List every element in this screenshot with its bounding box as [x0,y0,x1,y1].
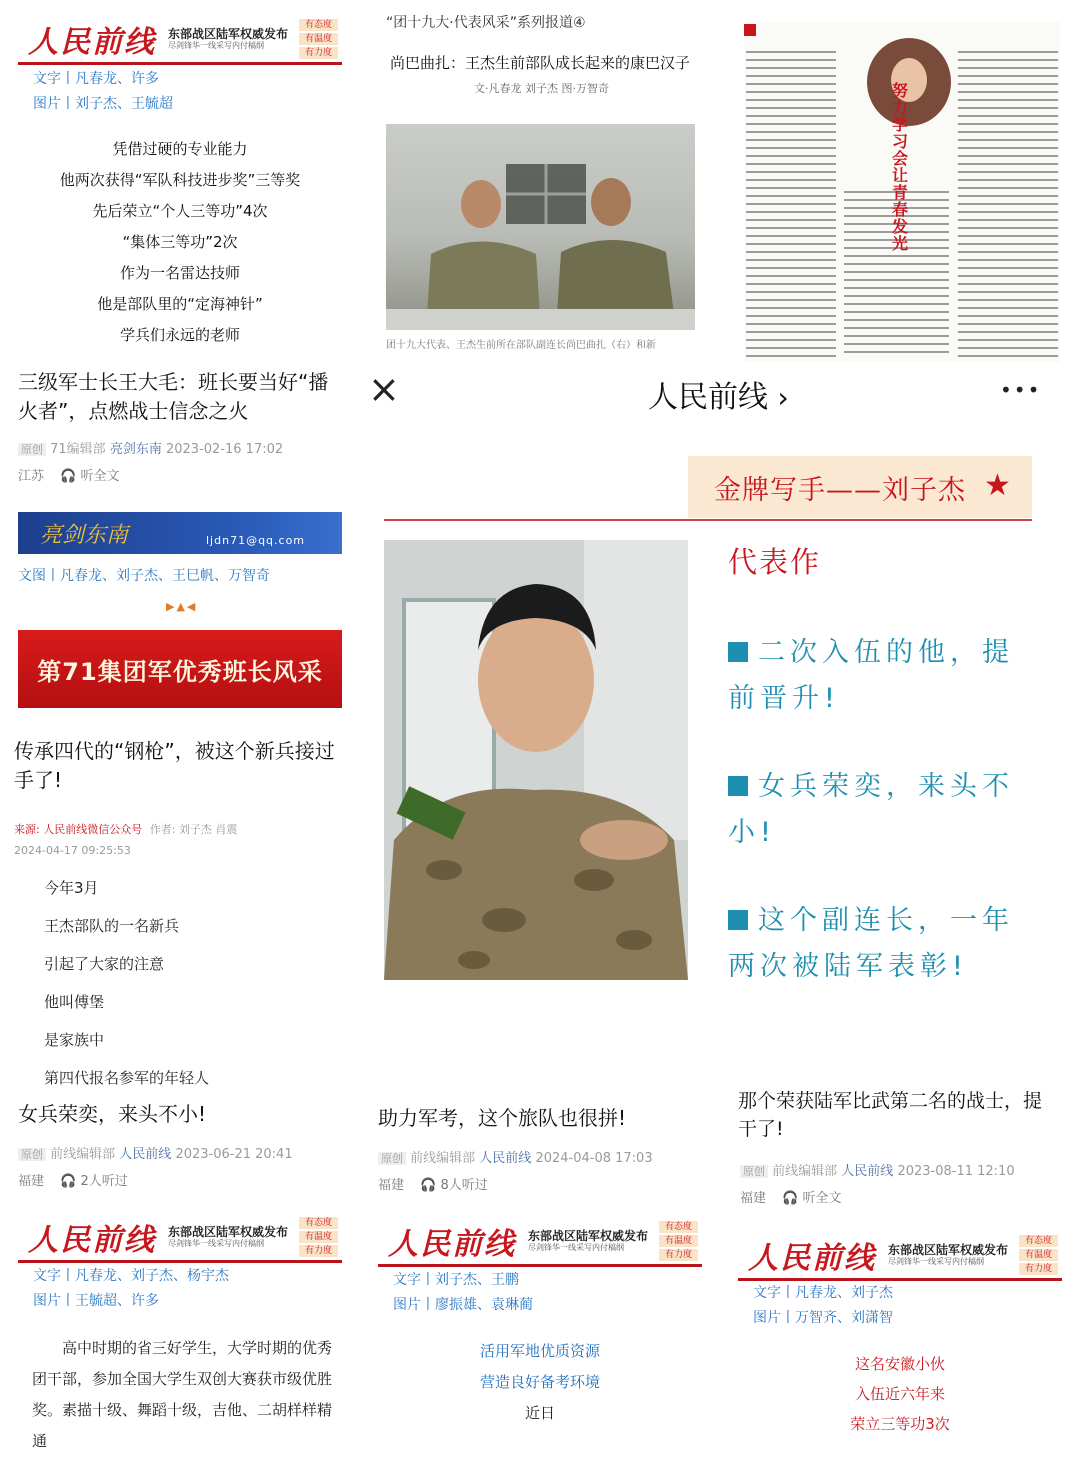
excerpt-line: 是家族中 [44,1031,105,1049]
excerpt-line: 先后荣立“个人三等功”4次 [92,202,268,220]
meta-region: 福建 [740,1191,767,1206]
listen-count[interactable]: 8人听过 [440,1178,488,1193]
banner-tag: 有力度 [659,1249,698,1261]
article-excerpt [378,1336,702,1439]
renmin-qianxian-banner [378,1218,702,1267]
listen-row [740,1187,842,1206]
excerpt-line: 今年3月 [44,879,99,897]
article-body: 高中时期的省三好学生，大学时期的优秀团干部，参加全国大学生双创大赛获市级优胜奖。素描十级、舞蹈十级，吉他、二胡样样精通 [32,1339,333,1450]
banner-tag: 有态度 [299,19,338,31]
article-excerpt [44,869,334,1087]
listen-row [18,1170,128,1189]
credit-photo: 图片丨刘子杰、王毓超 [33,96,173,112]
works-label: 代表作 [728,545,822,579]
soldiers-photo [386,124,695,330]
banner-tag: 有温度 [659,1235,698,1247]
original-badge: 原创 [378,1152,406,1165]
meta-time: 2023-02-16 17:02 [165,442,284,457]
banner-tag: 有力度 [299,1245,338,1257]
headphone-icon: 🎧 [782,1191,799,1206]
series-label: “团十九大·代表风采”系列报道④ [386,15,586,31]
listen-row [378,1174,488,1193]
meta-region: 福建 [18,1174,45,1189]
writer-photo [384,540,688,980]
banner-tag: 有态度 [1019,1235,1058,1247]
original-badge: 原创 [18,443,46,456]
original-badge: 原创 [740,1165,768,1178]
play-icon: ▶▲◀ [166,600,198,613]
newspaper-headline: 努力学习 会让青春发光 [892,81,909,253]
excerpt-line: 近日 [524,1404,555,1422]
credit-text: 文字丨凡春龙、刘子杰、杨宇杰 [33,1268,229,1284]
work-title: 二次入伍的他，提前晋升! [728,637,1014,714]
meta-region: 江苏 [18,469,45,484]
excerpt-line: 这名安徽小伙 [854,1355,945,1373]
publish-date: 2024-04-17 09:25:53 [14,844,131,857]
meta-dept: 前线编辑部 [410,1151,476,1166]
chevron-right-icon: › [777,381,789,414]
source-line [14,821,237,837]
account-link[interactable]: 人民前线 [479,1151,532,1166]
work-title: 这个副连长，一年两次被陆军表彰! [728,905,1014,982]
banner-logo: 人民前线 [28,25,156,60]
article-title[interactable]: 尚巴曲扎：王杰生前部队成长起来的康巴汉子 [390,54,691,72]
article-excerpt [738,1349,1062,1439]
listen-button[interactable]: 听全文 [802,1191,842,1206]
excerpt-line: 第四代报名参军的年轻人 [44,1069,210,1087]
representative-work-2[interactable] [728,764,1038,856]
banner-title: 东部战区陆军权威发布 [528,1229,649,1243]
account-title[interactable] [648,372,789,416]
banner-logo: 人民前线 [28,1223,156,1258]
article-meta [18,1143,293,1162]
article-title[interactable]: 三级军士长王大毛：班长要当好“播火者”，点燃战士信念之火 [18,370,329,423]
meta-dept: 前线编辑部 [50,1147,116,1162]
banner-title: 东部战区陆军权威发布 [888,1243,1009,1257]
article-title[interactable]: 女兵荣奕，来头不小! [18,1102,207,1126]
square-bullet-icon [728,910,748,930]
article-meta [18,438,283,457]
banner-tag: 有温度 [299,33,338,45]
excerpt-line: 荣立三等功3次 [850,1415,950,1433]
banner-tag: 有态度 [299,1217,338,1229]
article-title[interactable]: 那个荣获陆军比武第二名的战士，提干了! [738,1090,1043,1140]
liangjian-logo: 亮剑东南 [40,523,129,548]
listen-count[interactable]: 2人听过 [80,1174,128,1189]
representative-work-3[interactable] [728,898,1038,990]
meta-time: 2023-06-21 20:41 [175,1147,293,1162]
writer-heading: 金牌写手——刘子杰 [714,475,966,506]
excerpt-line: 作为一名雷达技师 [119,264,240,282]
excerpt-line: 入伍近六年来 [854,1385,945,1403]
more-icon[interactable]: ••• [1000,378,1042,402]
account-link[interactable]: 亮剑东南 [109,442,162,457]
excerpt-line: 活用军地优质资源 [479,1342,600,1360]
banner-logo: 人民前线 [748,1241,876,1276]
credit-text: 文字丨凡春龙、刘子杰 [753,1285,893,1301]
credit-text: 文字丨凡春龙、许多 [33,71,159,87]
meta-time: 2024-04-08 17:03 [535,1151,653,1166]
representative-work-1[interactable] [728,630,1038,722]
credit-photo: 图片丨王毓超、许多 [33,1293,159,1309]
red-banner-text: 第71集团军优秀班长风采 [37,657,323,686]
excerpt-line: “集体三等功”2次 [122,233,238,251]
article-meta [378,1147,653,1166]
renmin-qianxian-banner [18,1214,342,1263]
listen-row [18,465,120,484]
meta-dept: 71编辑部 [50,442,106,457]
credit-text: 文字丨刘子杰、王鹏 [393,1272,519,1288]
banner-tag: 有温度 [299,1231,338,1243]
author-label: 作者: 刘子杰 肖震 [149,823,238,836]
excerpt-line: 他两次获得“军队科技进步奖”三等奖 [59,171,301,189]
source-label: 来源: 人民前线微信公众号 [14,823,143,836]
red-banner [18,630,342,708]
account-link[interactable]: 人民前线 [119,1147,172,1162]
photo-caption: 团十九大代表、王杰生前所在部队副连长尚巴曲扎（右）和新 [386,340,656,351]
byline: 文·凡春龙 刘子杰 图·万智奇 [474,82,609,95]
banner-subtitle: 尽剑锋华一线采写内付稿纲 [888,1257,984,1267]
banner-subtitle: 尽剑锋华一线采写内付稿纲 [528,1243,624,1253]
writer-heading-box [688,456,1032,518]
liangjian-banner [18,512,342,554]
meta-dept: 前线编辑部 [772,1164,838,1179]
credit-photo: 图片丨万智齐、刘潇智 [753,1310,893,1326]
article-title[interactable]: 传承四代的“钢枪”，被这个新兵接过手了! [14,739,335,792]
headphone-icon: 🎧 [60,1174,77,1189]
banner-title: 东部战区陆军权威发布 [168,1225,289,1239]
square-bullet-icon [728,776,748,796]
close-icon[interactable]: × [368,367,400,411]
meta-time: 2023-08-11 12:10 [897,1164,1015,1179]
work-title: 女兵荣奕，来头不小! [728,771,1014,848]
article-meta [740,1160,1015,1179]
renmin-qianxian-banner [738,1232,1062,1281]
excerpt-line: 他是部队里的“定海神针” [97,295,263,313]
meta-region: 福建 [378,1178,405,1193]
excerpt-line: 引起了大家的注意 [44,955,165,973]
banner-subtitle: 尽剑锋华一线采写内付稿纲 [168,41,264,51]
banner-tag: 有力度 [1019,1263,1058,1275]
headphone-icon: 🎧 [60,469,77,484]
account-link[interactable]: 人民前线 [841,1164,894,1179]
account-name: 人民前线 [648,380,768,415]
star-icon: ★ [984,468,1011,503]
excerpt-line: 营造良好备考环境 [479,1373,600,1391]
excerpt-line: 他叫傅堡 [44,993,105,1011]
credit-text: 文图丨凡春龙、刘子杰、王巳帆、万智奇 [18,568,270,584]
excerpt-line: 凭借过硬的专业能力 [112,140,248,158]
banner-subtitle: 尽剑锋华一线采写内付稿纲 [168,1239,264,1249]
newspaper-page [744,22,1060,362]
banner-title: 东部战区陆军权威发布 [168,27,289,41]
listen-button[interactable]: 听全文 [80,469,120,484]
headphone-icon: 🎧 [420,1178,437,1193]
renmin-qianxian-banner [18,16,342,65]
original-badge: 原创 [18,1148,46,1161]
square-bullet-icon [728,642,748,662]
banner-tag: 有温度 [1019,1249,1058,1261]
liangjian-email: ljdn71@qq.com [206,534,306,547]
excerpt-line: 王杰部队的一名新兵 [44,917,180,935]
banner-tag: 有力度 [299,47,338,59]
banner-logo: 人民前线 [388,1227,516,1262]
credit-photo: 图片丨廖振雄、袁琳蔺 [393,1297,533,1313]
article-title[interactable]: 助力军考，这个旅队也很拼! [378,1106,627,1130]
banner-tag: 有态度 [659,1221,698,1233]
excerpt-line: 学兵们永远的老师 [119,326,240,344]
soldiers-illustration [386,124,695,330]
article-excerpt [18,134,342,366]
writer-portrait [384,540,688,980]
divider [384,519,1032,521]
